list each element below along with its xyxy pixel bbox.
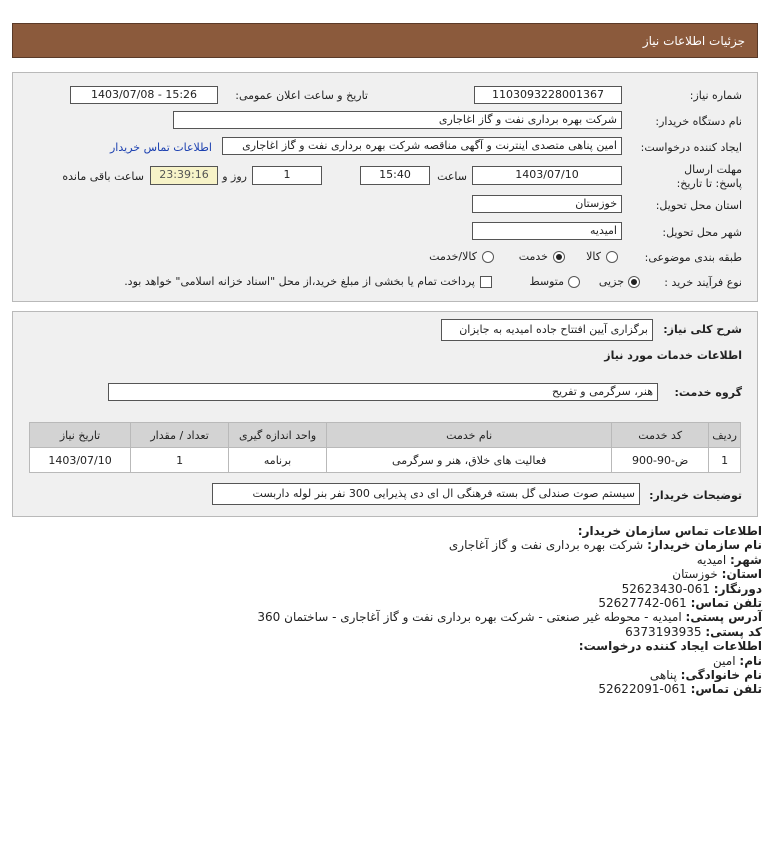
col-row: ردیف	[709, 423, 741, 448]
page-title: جزئیات اطلاعات نیاز	[642, 34, 745, 48]
category-service-label: خدمت	[518, 250, 548, 263]
process-label: نوع فرآیند خرید :	[664, 276, 742, 289]
treasury-payment-note: پرداخت تمام یا بخشی از مبلغ خرید،از محل "اسناد خزانه اسلامی" خواهد بود.	[124, 275, 475, 288]
cell-service-code: ض-90-900	[612, 448, 709, 473]
family-label: نام خانوادگی:	[680, 668, 762, 683]
cell-need-date: 1403/07/10	[30, 448, 131, 473]
contact-title: اطلاعات تماس سازمان خریدار:	[577, 524, 762, 538]
category-goods-label: کالا	[586, 250, 601, 263]
address-value: امیدیه - محوطه غیر صنعتی - شرکت بهره برداری نفت و گاز آغاجاری - ساختمان 360	[257, 610, 682, 625]
creator-title: اطلاعات ایجاد کننده درخواست:	[578, 639, 762, 654]
city-label: شهر:	[730, 552, 762, 567]
category-goods-radio[interactable]	[606, 251, 618, 263]
process-partial-label: جزیی	[598, 275, 624, 288]
creator-field: امین پناهی متصدی اینترنت و آگهی مناقصه شرکت بهره برداری نفت و گاز اغاجاری	[222, 137, 622, 155]
fax-label: دورنگار:	[713, 581, 762, 596]
need-number-field: 1103093228001367	[474, 86, 622, 104]
deadline-date-field: 1403/07/10	[472, 166, 622, 185]
need-description-field: برگزاری آیین افتتاح جاده امیدیه به جایزان	[441, 319, 653, 341]
days-field: 1	[252, 166, 322, 185]
city-value: امیدیه	[696, 552, 727, 567]
deadline-time-label: ساعت	[437, 170, 467, 183]
service-group-field: هنر، سرگرمی و تفریح	[108, 383, 658, 401]
org-value: شرکت بهره برداری نفت و گاز آغاجاری	[448, 538, 644, 553]
name-label: نام:	[739, 653, 762, 668]
address-label: آدرس پستی:	[685, 610, 762, 625]
deadline-time-field: 15:40	[360, 166, 430, 185]
province-label: استان محل تحویل:	[655, 199, 742, 212]
days-label: روز و	[222, 170, 247, 183]
org-label: نام سازمان خریدار:	[647, 538, 762, 553]
table-row	[30, 448, 741, 473]
city-label: شهر محل تحویل:	[662, 226, 742, 239]
remaining-time-field: 23:39:16	[150, 166, 218, 185]
category-both-label: کالا/خدمت	[429, 250, 477, 263]
phone-label: تلفن تماس:	[690, 596, 762, 611]
buyer-org-field: شرکت بهره برداری نفت و گاز اغاجاری	[173, 111, 622, 129]
buyer-org-label: نام دستگاه خریدار:	[655, 115, 742, 128]
cell-quantity: 1	[131, 448, 229, 473]
process-partial-radio[interactable]	[628, 276, 640, 288]
cell-row: 1	[709, 448, 741, 473]
city-field: امیدیه	[472, 222, 622, 240]
contact-info	[242, 524, 762, 697]
phone-value: 061-52627742	[598, 596, 687, 611]
col-service-code: کد خدمت	[612, 423, 709, 448]
process-medium-label: متوسط	[529, 275, 564, 288]
treasury-payment-checkbox[interactable]	[480, 276, 492, 288]
service-group-label: گروه خدمت:	[674, 386, 742, 399]
col-quantity: تعداد / مقدار	[131, 423, 229, 448]
creator-phone-value: 061-52622091	[598, 682, 687, 697]
category-both-radio[interactable]	[482, 251, 494, 263]
announce-label: تاریخ و ساعت اعلان عمومی:	[235, 89, 368, 102]
need-info-panel	[12, 72, 758, 302]
buyer-notes-field: سیستم صوت صندلی گل بسته فرهنگی ال ای دی پذیرایی 300 نفر بنر لوله داربست	[212, 483, 640, 505]
category-label: طبقه بندی موضوعی:	[644, 251, 742, 264]
col-service-name: نام خدمت	[327, 423, 612, 448]
services-table-header	[30, 423, 741, 448]
announce-field: 1403/07/08 - 15:26	[70, 86, 218, 104]
services-section-title: اطلاعات خدمات مورد نیاز	[604, 349, 742, 362]
creator-label: ایجاد کننده درخواست:	[640, 141, 742, 154]
province-field: خوزستان	[472, 195, 622, 213]
col-unit: واحد اندازه گیری	[229, 423, 327, 448]
buyer-notes-label: توضیحات خریدار:	[649, 489, 742, 502]
cell-service-name: فعالیت های خلاق، هنر و سرگرمی	[327, 448, 612, 473]
buyer-contact-link[interactable]: اطلاعات تماس خریدار	[110, 141, 212, 154]
fax-value: 061-52623430	[621, 581, 710, 596]
need-description-label: شرح کلی نیاز:	[663, 323, 742, 336]
province-label: استان:	[721, 567, 762, 582]
cell-unit: برنامه	[229, 448, 327, 473]
family-value: پناهی	[649, 668, 677, 683]
services-table	[29, 422, 741, 473]
remaining-label: ساعت باقی مانده	[62, 170, 144, 183]
creator-phone-label: تلفن تماس:	[690, 682, 762, 697]
col-need-date: تاریخ نیاز	[30, 423, 131, 448]
process-medium-radio[interactable]	[568, 276, 580, 288]
need-number-label: شماره نیاز:	[689, 89, 742, 102]
deadline-label: مهلت ارسال پاسخ: تا تاریخ:	[676, 163, 742, 190]
name-value: امین	[713, 653, 736, 668]
postal-value: 6373193935	[625, 624, 702, 639]
province-value: خوزستان	[672, 567, 718, 582]
postal-label: کد پستی:	[705, 624, 762, 639]
page-header	[12, 23, 758, 58]
category-service-radio[interactable]	[553, 251, 565, 263]
